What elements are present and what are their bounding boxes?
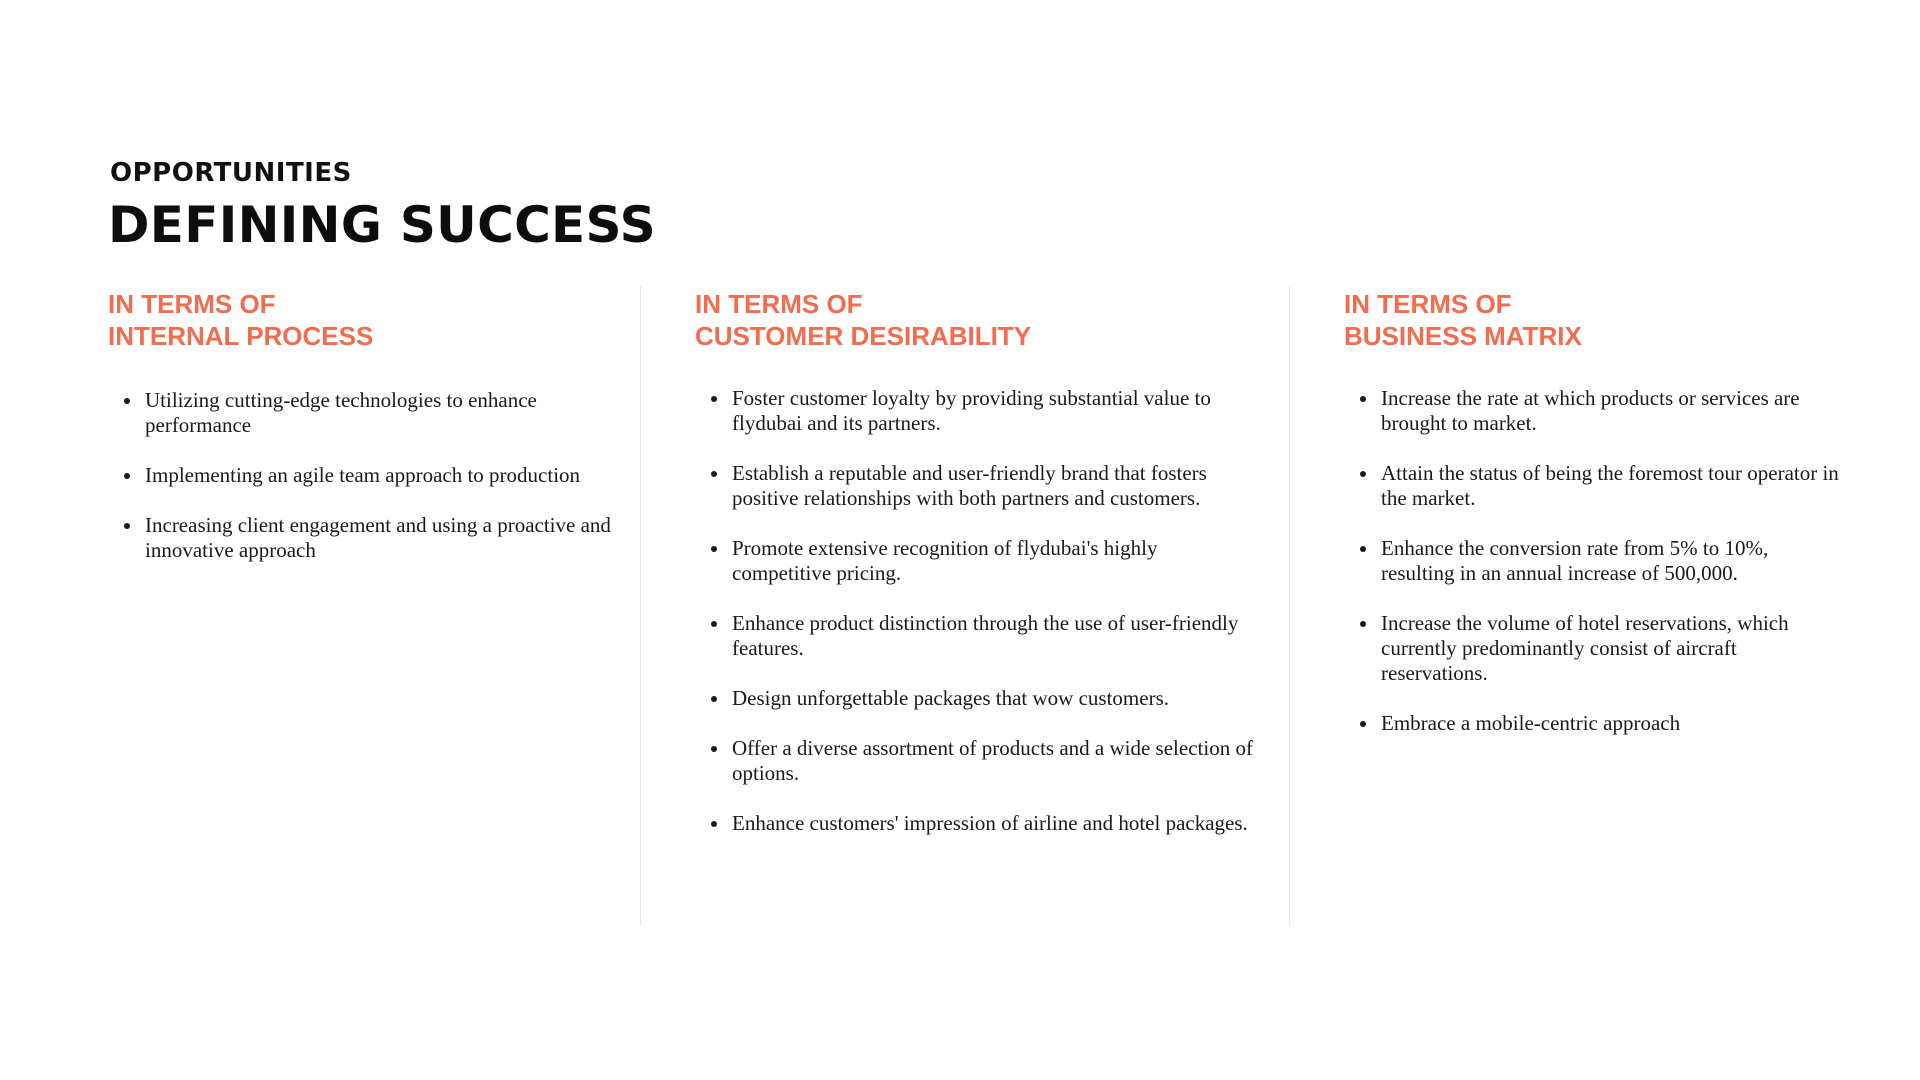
bullet-list xyxy=(108,388,618,563)
list-item: Embrace a mobile-centric approach xyxy=(1344,711,1844,736)
section-eyebrow: OPPORTUNITIES xyxy=(110,158,352,188)
list-item: Increasing client engagement and using a proactive and innovative approach xyxy=(108,513,618,563)
list-item: Increase the rate at which products or services are brought to market. xyxy=(1344,386,1844,436)
column-internal-process xyxy=(108,288,618,588)
column-heading-line: BUSINESS MATRIX xyxy=(1344,321,1582,351)
list-item: Increase the volume of hotel reservations, which currently predominantly consist of aircraft reservations. xyxy=(1344,611,1844,686)
column-heading-line: CUSTOMER DESIRABILITY xyxy=(695,321,1032,351)
list-item: Attain the status of being the foremost tour operator in the market. xyxy=(1344,461,1844,511)
list-item: Design unforgettable packages that wow customers. xyxy=(695,686,1255,711)
list-item: Implementing an agile team approach to production xyxy=(108,463,618,488)
bullet-list xyxy=(1344,386,1844,736)
column-heading xyxy=(695,288,1255,352)
column-heading-line: IN TERMS OF xyxy=(108,289,276,319)
page-title: DEFINING SUCCESS xyxy=(108,196,656,254)
column-customer-desirability xyxy=(695,288,1255,861)
column-heading xyxy=(108,288,618,352)
column-heading-line: INTERNAL PROCESS xyxy=(108,321,374,351)
column-divider xyxy=(1289,286,1290,926)
list-item: Establish a reputable and user-friendly brand that fosters positive relationships with both partners and customers. xyxy=(695,461,1255,511)
column-heading-line: IN TERMS OF xyxy=(695,289,863,319)
column-heading-line: IN TERMS OF xyxy=(1344,289,1512,319)
bullet-list xyxy=(695,386,1255,836)
column-divider xyxy=(640,286,641,926)
list-item: Offer a diverse assortment of products and a wide selection of options. xyxy=(695,736,1255,786)
list-item: Promote extensive recognition of flydubai's highly competitive pricing. xyxy=(695,536,1255,586)
column-business-matrix xyxy=(1344,288,1844,761)
list-item: Enhance the conversion rate from 5% to 10%, resulting in an annual increase of 500,000. xyxy=(1344,536,1844,586)
list-item: Enhance product distinction through the use of user-friendly features. xyxy=(695,611,1255,661)
list-item: Utilizing cutting-edge technologies to enhance performance xyxy=(108,388,618,438)
list-item: Foster customer loyalty by providing substantial value to flydubai and its partners. xyxy=(695,386,1255,436)
list-item: Enhance customers' impression of airline and hotel packages. xyxy=(695,811,1255,836)
column-heading xyxy=(1344,288,1844,352)
